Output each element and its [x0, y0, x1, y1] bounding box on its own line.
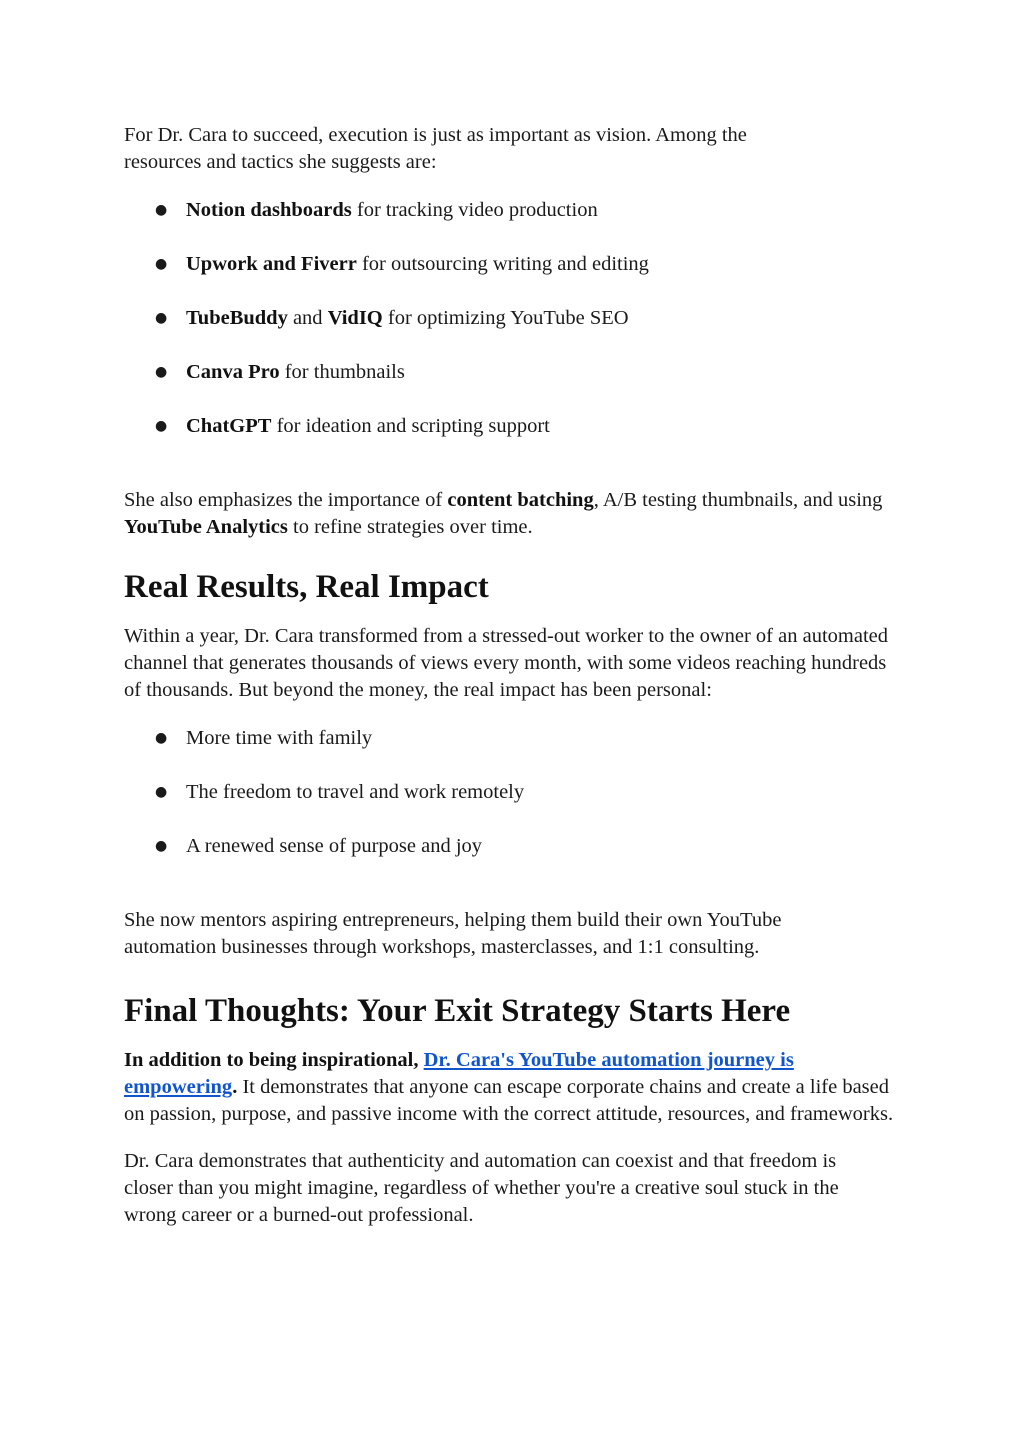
tool-name: TubeBuddy: [186, 307, 288, 329]
emphasis-text: , A/B testing thumbnails, and using: [593, 489, 883, 511]
tool-name: VidIQ: [327, 307, 383, 329]
tool-connector: and: [287, 307, 328, 329]
bullet-icon: ●: [155, 418, 168, 434]
document-page: [124, 122, 904, 1229]
journey-link[interactable]: Dr. Cara's YouTube automation journey is empowering: [124, 1049, 794, 1098]
emphasis-paragraph: [124, 487, 899, 541]
intro-paragraph: For Dr. Cara to succeed, execution is just as important as vision. Among the resources and tactics she suggests are:: [124, 124, 747, 173]
tool-name: Upwork and Fiverr: [186, 253, 357, 275]
list-item: [124, 725, 904, 752]
bullet-icon: ●: [155, 310, 168, 326]
final-lead-period: .: [232, 1076, 238, 1098]
list-item: [124, 779, 904, 806]
list-item: [124, 833, 904, 860]
tool-description: for tracking video production: [351, 199, 598, 221]
impact-item: More time with family: [186, 727, 373, 749]
tool-name: ChatGPT: [186, 415, 272, 437]
bullet-icon: ●: [155, 364, 168, 380]
impact-list: [124, 725, 904, 860]
tool-description: for ideation and scripting support: [271, 415, 550, 437]
list-item: [124, 197, 904, 224]
section-heading-final-thoughts: Final Thoughts: Your Exit Strategy Starts Here: [124, 993, 791, 1029]
section-heading-results: Real Results, Real Impact: [124, 569, 489, 605]
bullet-icon: ●: [155, 256, 168, 272]
final-lead-bold: In addition to being inspirational,: [124, 1049, 424, 1071]
impact-item: A renewed sense of purpose and joy: [186, 835, 483, 857]
final-paragraph: [124, 1047, 904, 1128]
emphasis-bold: YouTube Analytics: [124, 516, 288, 538]
impact-item: The freedom to travel and work remotely: [186, 781, 525, 803]
emphasis-bold: content batching: [447, 489, 594, 511]
list-item: [124, 413, 904, 440]
results-paragraph: Within a year, Dr. Cara transformed from a stressed-out worker to the owner of an automated channel that generates thousands of views every month, with some videos reaching hundreds of thousands. But beyond the money, the real impact has been personal:: [124, 625, 888, 701]
bullet-icon: ●: [155, 730, 168, 746]
bullet-icon: ●: [155, 784, 168, 800]
tool-description: for optimizing YouTube SEO: [382, 307, 629, 329]
tools-list: [124, 197, 904, 440]
tool-description: for thumbnails: [279, 361, 405, 383]
emphasis-text: to refine strategies over time.: [287, 516, 533, 538]
mentoring-paragraph: She now mentors aspiring entrepreneurs, helping them build their own YouTube automation businesses through workshops, masterclasses, and 1:1 consulting.: [124, 909, 782, 958]
bullet-icon: ●: [155, 838, 168, 854]
tool-name: Notion dashboards: [186, 199, 352, 221]
tool-name: Canva Pro: [186, 361, 280, 383]
bullet-icon: ●: [155, 202, 168, 218]
list-item: [124, 305, 904, 332]
list-item: [124, 251, 904, 278]
list-item: [124, 359, 904, 386]
closing-paragraph: Dr. Cara demonstrates that authenticity and automation can coexist and that freedom is closer than you might imagine, regardless of whether you're a creative soul stuck in the wrong career or a burned-out professional.: [124, 1150, 839, 1226]
emphasis-text: She also emphasizes the importance of: [124, 489, 448, 511]
final-lead-rest: It demonstrates that anyone can escape corporate chains and create a life based on passion, purpose, and passive income with the correct attitude, resources, and frameworks.: [124, 1076, 894, 1125]
tool-description: for outsourcing writing and editing: [356, 253, 649, 275]
